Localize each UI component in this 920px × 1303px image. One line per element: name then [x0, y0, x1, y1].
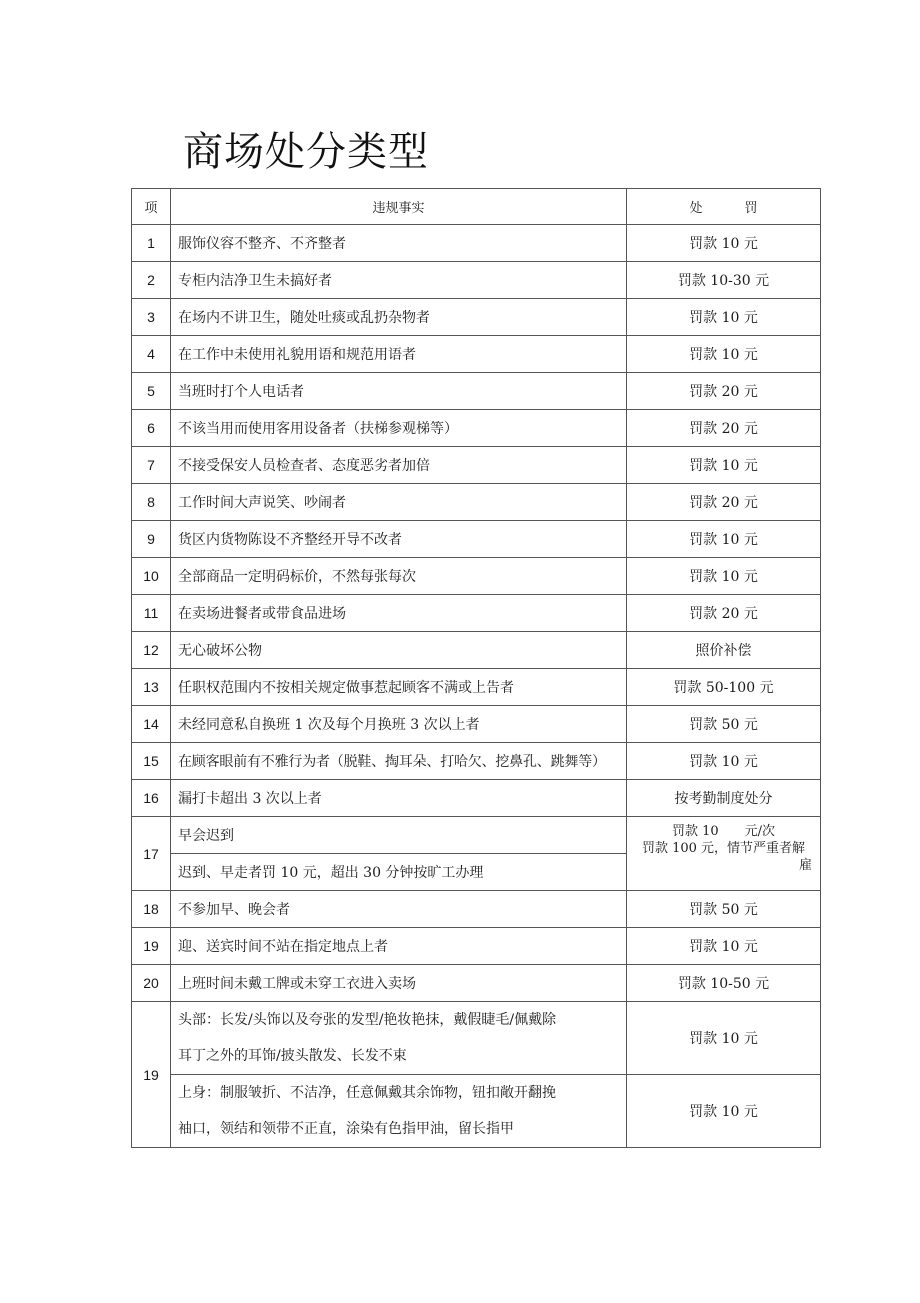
- head-line2: 耳丁之外的耳饰/披头散发、长发不束: [178, 1048, 407, 1064]
- header-violation: 违规事实: [171, 189, 627, 225]
- row-no: 18: [132, 891, 171, 928]
- row-violation: 在顾客眼前有不雅行为者（脱鞋、掏耳朵、打哈欠、挖鼻孔、跳舞等）: [171, 743, 627, 780]
- row-penalty: 罚款 50 元: [627, 706, 821, 743]
- row-no: 5: [132, 373, 171, 410]
- row-violation: 当班时打个人电话者: [171, 373, 627, 410]
- row-violation: 迎、送宾时间不站在指定地点上者: [171, 928, 627, 965]
- row-violation-head: [171, 1002, 627, 1075]
- table-row: [132, 225, 821, 262]
- row-no: 10: [132, 558, 171, 595]
- row-penalty: 罚款 10 元: [627, 299, 821, 336]
- row-violation-body: [171, 1075, 627, 1148]
- table-row: [132, 410, 821, 447]
- row-no: 15: [132, 743, 171, 780]
- row-no: 20: [132, 965, 171, 1002]
- table-row: [132, 336, 821, 373]
- row-violation: 未经同意私自换班 1 次及每个月换班 3 次以上者: [171, 706, 627, 743]
- header-item-no: 项: [132, 189, 171, 225]
- row-violation: 在卖场进餐者或带食品进场: [171, 595, 627, 632]
- row-penalty: 罚款 50 元: [627, 891, 821, 928]
- body-line2: 袖口，领结和领带不正直，涂染有色指甲油，留长指甲: [178, 1121, 514, 1137]
- row-no: 17: [132, 817, 171, 891]
- row-penalty: 罚款 10 元: [627, 521, 821, 558]
- row-no: 13: [132, 669, 171, 706]
- header-penalty-right: 罚: [744, 201, 758, 216]
- table-row: [132, 965, 821, 1002]
- row-violation-late-early: 迟到、早走者罚 10 元，超出 30 分钟按旷工办理: [171, 854, 627, 891]
- row-penalty-17: [627, 817, 821, 891]
- page-title: 商场处分类型: [183, 129, 429, 175]
- row-penalty: 罚款 10-30 元: [627, 262, 821, 299]
- row-no: 14: [132, 706, 171, 743]
- row-no: 8: [132, 484, 171, 521]
- penalty-17-line2: 罚款 100 元，情节严重者解: [641, 841, 806, 856]
- row-no: 19: [132, 1002, 171, 1148]
- row-penalty: 照价补偿: [627, 632, 821, 669]
- row-no: 7: [132, 447, 171, 484]
- table-row: [132, 558, 821, 595]
- table-row: [132, 262, 821, 299]
- head-line1: 头部：长发/头饰以及夸张的发型/艳妆艳抹，戴假睫毛/佩戴除: [178, 1012, 557, 1028]
- table-row: [132, 743, 821, 780]
- row-violation: 服饰仪容不整齐、不齐整者: [171, 225, 627, 262]
- header-penalty: [627, 189, 821, 225]
- table-row: [132, 632, 821, 669]
- table-row-17a: [132, 817, 821, 854]
- row-no: 9: [132, 521, 171, 558]
- table-row-19-body: [132, 1075, 821, 1148]
- header-penalty-left: 处: [689, 201, 703, 216]
- penalty-table: [131, 188, 821, 1148]
- row-penalty: 罚款 20 元: [627, 484, 821, 521]
- row-violation: 专柜内洁净卫生未搞好者: [171, 262, 627, 299]
- row-no: 12: [132, 632, 171, 669]
- table-row: [132, 706, 821, 743]
- table-row: [132, 780, 821, 817]
- table-row-19-head: [132, 1002, 821, 1075]
- row-no: 16: [132, 780, 171, 817]
- row-penalty: 罚款 10 元: [627, 928, 821, 965]
- table-row: [132, 928, 821, 965]
- row-violation: 无心破坏公物: [171, 632, 627, 669]
- row-penalty: 罚款 10 元: [627, 743, 821, 780]
- row-penalty: 按考勤制度处分: [627, 780, 821, 817]
- row-penalty: 罚款 50-100 元: [627, 669, 821, 706]
- row-violation: 全部商品一定明码标价，不然每张每次: [171, 558, 627, 595]
- row-violation: 在场内不讲卫生，随处吐痰或乱扔杂物者: [171, 299, 627, 336]
- table-header-row: [132, 189, 821, 225]
- row-no: 6: [132, 410, 171, 447]
- row-no: 3: [132, 299, 171, 336]
- row-penalty-body: 罚款 10 元: [627, 1075, 821, 1148]
- row-no: 19: [132, 928, 171, 965]
- row-penalty-head: 罚款 10 元: [627, 1002, 821, 1075]
- row-penalty: 罚款 10 元: [627, 225, 821, 262]
- row-violation: 上班时间未戴工牌或未穿工衣进入卖场: [171, 965, 627, 1002]
- row-no: 2: [132, 262, 171, 299]
- row-penalty: 罚款 10 元: [627, 558, 821, 595]
- row-violation: 漏打卡超出 3 次以上者: [171, 780, 627, 817]
- row-penalty: 罚款 10 元: [627, 447, 821, 484]
- row-violation: 工作时间大声说笑、吵闹者: [171, 484, 627, 521]
- table-row: [132, 299, 821, 336]
- table-row: [132, 891, 821, 928]
- table-row: [132, 373, 821, 410]
- table-row: [132, 595, 821, 632]
- row-violation: 任职权范围内不按相关规定做事惹起顾客不满或上告者: [171, 669, 627, 706]
- row-penalty: 罚款 20 元: [627, 595, 821, 632]
- row-violation: 在工作中未使用礼貌用语和规范用语者: [171, 336, 627, 373]
- row-violation: 不参加早、晚会者: [171, 891, 627, 928]
- row-penalty: 罚款 20 元: [627, 373, 821, 410]
- row-penalty: 罚款 10-50 元: [627, 965, 821, 1002]
- penalty-17-line1: 罚款 10 元/次: [671, 824, 776, 839]
- row-no: 1: [132, 225, 171, 262]
- row-no: 4: [132, 336, 171, 373]
- row-violation: 不该当用而使用客用设备者（扶梯参观梯等）: [171, 410, 627, 447]
- row-no: 11: [132, 595, 171, 632]
- table-row: [132, 447, 821, 484]
- table-row: [132, 669, 821, 706]
- row-violation: 不接受保安人员检查者、态度恶劣者加倍: [171, 447, 627, 484]
- table-row: [132, 484, 821, 521]
- row-penalty: 罚款 10 元: [627, 336, 821, 373]
- row-violation-morning-meeting: 早会迟到: [171, 817, 627, 854]
- row-violation: 货区内货物陈设不齐整经开导不改者: [171, 521, 627, 558]
- penalty-17-line3: 雇: [798, 858, 812, 873]
- table-row: [132, 521, 821, 558]
- body-line1: 上身：制服皱折、不洁净，任意佩戴其余饰物，钮扣敞开翻挽: [178, 1085, 556, 1101]
- row-penalty: 罚款 20 元: [627, 410, 821, 447]
